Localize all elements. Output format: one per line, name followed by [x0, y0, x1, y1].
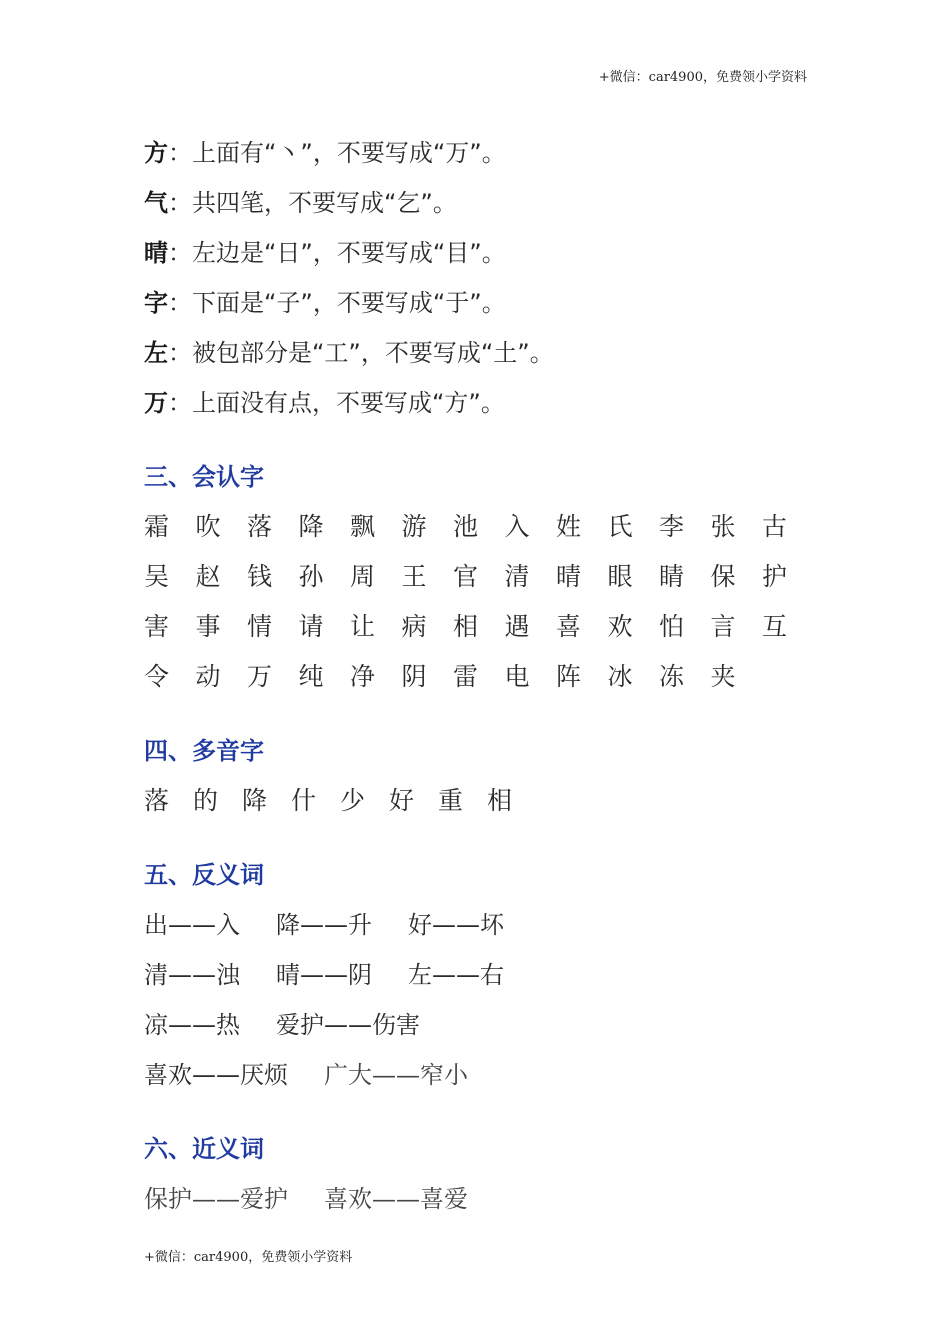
polyphone-char: 少: [340, 786, 366, 815]
char-row: [144, 552, 824, 602]
tip-text: ：上面有“丶”，不要写成“万”。: [168, 139, 506, 167]
recognize-char: 飘: [350, 512, 376, 541]
antonym-pair: 出——入: [144, 911, 240, 939]
polyphone-char: 什: [291, 786, 317, 815]
tip-line: [144, 278, 824, 328]
tip-line: [144, 378, 824, 428]
recognize-char: 电: [504, 662, 530, 691]
antonym-row: [144, 1050, 824, 1100]
antonym-pair: 好——坏: [408, 911, 504, 939]
recognize-char: 令: [144, 662, 170, 691]
recognize-char: 冻: [659, 662, 685, 691]
antonym-row: [144, 1000, 824, 1050]
antonym-pair: 爱护——伤害: [276, 1011, 420, 1039]
recognize-char: 眼: [607, 562, 633, 591]
tip-line: [144, 228, 824, 278]
antonym-pair: 清——浊: [144, 961, 240, 989]
recognize-char: 钱: [247, 562, 273, 591]
polyphone-char: 好: [389, 786, 415, 815]
synonym-pair: 保护——爱护: [144, 1185, 288, 1213]
recognize-char: 吹: [195, 512, 221, 541]
char-row: [144, 652, 824, 702]
document-body: [144, 128, 824, 1224]
recognize-char: 雷: [453, 662, 479, 691]
recognize-char: 睛: [659, 562, 685, 591]
tip-line: [144, 328, 824, 378]
recognize-char: 清: [504, 562, 530, 591]
tip-text: ：共四笔，不要写成“乞”。: [168, 189, 457, 217]
recognize-char: 害: [144, 612, 170, 641]
recognize-char: 净: [350, 662, 376, 691]
recognize-char: 事: [195, 612, 221, 641]
recognize-char: 保: [710, 562, 736, 591]
footer-note: +微信：car4900，免费领小学资料: [144, 1250, 353, 1265]
tip-char: 字: [144, 289, 168, 317]
tip-line: [144, 178, 824, 228]
tip-char: 万: [144, 389, 168, 417]
recognize-char: 夹: [710, 662, 736, 691]
recognize-char: 怕: [659, 612, 685, 641]
char-row: [144, 502, 824, 552]
antonym-pair: 晴——阴: [276, 961, 372, 989]
recognize-char: 周: [350, 562, 376, 591]
recognize-char: 请: [298, 612, 324, 641]
recognize-char: 氏: [607, 512, 633, 541]
section-title-polyphone: 四、多音字: [144, 737, 264, 765]
tip-char: 方: [144, 139, 168, 167]
antonym-row: [144, 900, 824, 950]
recognize-char: 入: [504, 512, 530, 541]
recognize-char: 病: [401, 612, 427, 641]
antonym-pair: 降——升: [276, 911, 372, 939]
synonym-row: [144, 1174, 824, 1224]
header-note: +微信：car4900，免费领小学资料: [598, 70, 807, 85]
recognize-char: 阴: [401, 662, 427, 691]
tip-text: ：下面是“子”，不要写成“于”。: [168, 289, 506, 317]
tip-text: ：被包部分是“工”，不要写成“土”。: [168, 339, 554, 367]
recognize-char: 言: [710, 612, 736, 641]
recognize-char: 孙: [298, 562, 324, 591]
recognize-char: 降: [298, 512, 324, 541]
polyphone-char: 相: [487, 786, 513, 815]
recognize-char: 游: [401, 512, 427, 541]
antonym-row: [144, 950, 824, 1000]
tip-char: 晴: [144, 239, 168, 267]
recognize-char: 王: [401, 562, 427, 591]
recognize-char: 李: [659, 512, 685, 541]
recognize-char: 霜: [144, 512, 170, 541]
recognize-char: 落: [247, 512, 273, 541]
polyphone-char: 重: [438, 786, 464, 815]
recognize-char: 阵: [556, 662, 582, 691]
antonym-pair: 凉——热: [144, 1011, 240, 1039]
section-title-recognize: 三、会认字: [144, 463, 264, 491]
section-title-synonym: 六、近义词: [144, 1135, 264, 1163]
polyphone-char: 落: [144, 786, 170, 815]
recognize-char: 互: [762, 612, 788, 641]
recognize-char: 让: [350, 612, 376, 641]
antonym-pair: 左——右: [408, 961, 504, 989]
tip-line: [144, 128, 824, 178]
recognize-char: 赵: [195, 562, 221, 591]
recognize-char: 护: [762, 562, 788, 591]
recognize-char: 晴: [556, 562, 582, 591]
tip-text: ：左边是“日”，不要写成“目”。: [168, 239, 506, 267]
recognize-char: 冰: [607, 662, 633, 691]
synonym-pair: 喜欢——喜爱: [324, 1185, 468, 1213]
recognize-char: 纯: [298, 662, 324, 691]
section-title-antonym: 五、反义词: [144, 861, 264, 889]
recognize-char: 欢: [607, 612, 633, 641]
recognize-char: 官: [453, 562, 479, 591]
recognize-char: 池: [453, 512, 479, 541]
recognize-char: 张: [710, 512, 736, 541]
tip-text: ：上面没有点，不要写成“方”。: [168, 389, 505, 417]
polyphone-char: 降: [242, 786, 268, 815]
recognize-char: 遇: [504, 612, 530, 641]
recognize-char: 情: [247, 612, 273, 641]
recognize-char: 动: [195, 662, 221, 691]
antonym-pair: 喜欢——厌烦: [144, 1061, 288, 1089]
antonym-pair: 广大——窄小: [324, 1061, 468, 1089]
recognize-char: 吴: [144, 562, 170, 591]
tip-char: 左: [144, 339, 168, 367]
tip-char: 气: [144, 189, 168, 217]
recognize-char: 喜: [556, 612, 582, 641]
polyphone-row: [144, 776, 824, 826]
recognize-char: 万: [247, 662, 273, 691]
char-row: [144, 602, 824, 652]
recognize-char: 古: [762, 512, 788, 541]
polyphone-char: 的: [193, 786, 219, 815]
recognize-char: 相: [453, 612, 479, 641]
recognize-char: 姓: [556, 512, 582, 541]
